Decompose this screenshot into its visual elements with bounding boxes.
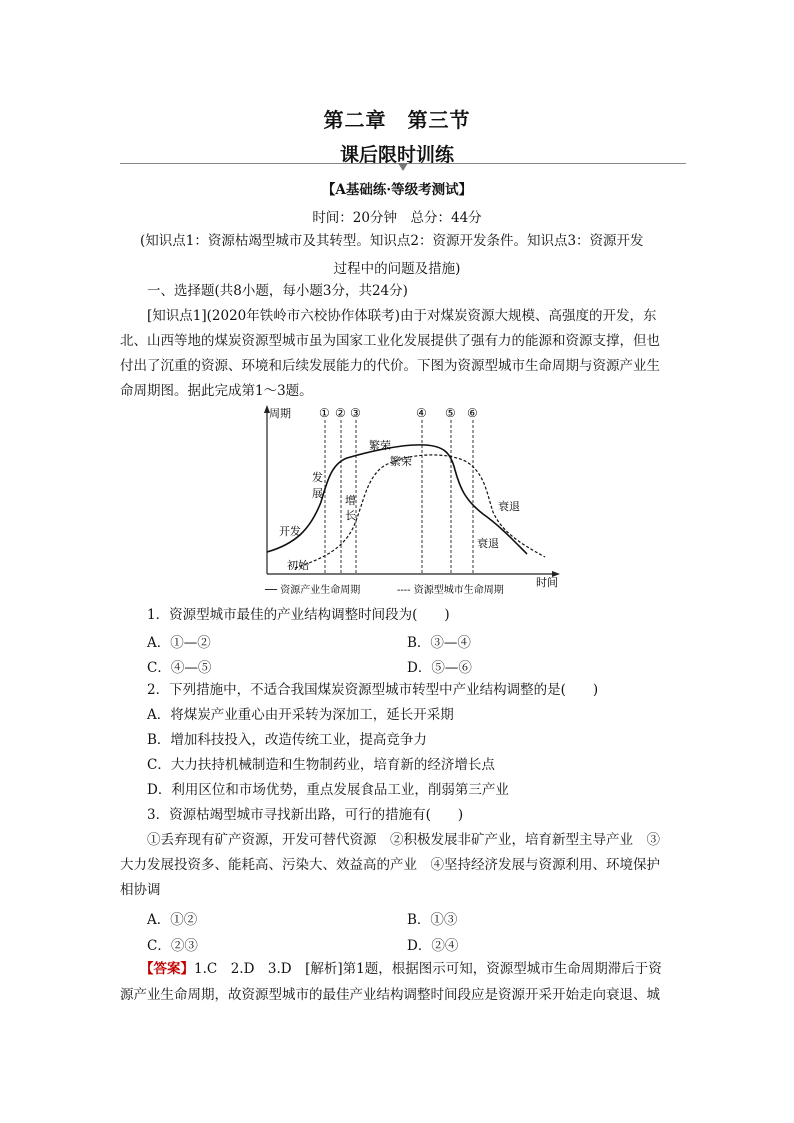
legend-dashed: ---- 资源型城市生命周期 [397,585,504,596]
q1-stem: 1．资源型城市最佳的产业结构调整时间段为( ) [147,607,450,623]
label-decline-solid: 衰退 [477,537,499,550]
q3-option-c[interactable]: C．②③ [147,938,198,954]
q1-option-b[interactable]: B．③—④ [407,635,471,651]
passage-line-4: 命周期图。据此完成第1～3题。 [120,383,313,399]
passage-line-3: 付出了沉重的资源、环境和后续发展能力的代价。下图为资源型城市生命周期与资源产业生 [120,358,660,374]
knowledge-points-1: (知识点1：资源枯竭型城市及其转型。知识点2：资源开发条件。知识点3：资源开发 [140,233,644,249]
time-line: 时间：20分钟 总分：44分 [312,210,482,226]
answer-text-1: 1.C 2.D 3.D [解析]第1题，根据图示可知，资源型城市生命周期滞后于资 [194,961,662,977]
q3-statement-2: 大力发展投资多、能耗高、污染大、效益高的产业 ④坚持经济发展与资源利用、环境保护 [120,857,660,873]
label-initial: 初始 [287,559,309,572]
q3-option-a[interactable]: A．①② [147,912,198,928]
legend-solid: ── 资源产业生命周期 [265,585,361,596]
knowledge-points-2: 过程中的问题及措施) [333,261,461,277]
chapter-title: 第二章 第三节 [323,108,471,132]
q3-statement-3: 相协调 [120,882,161,898]
label-decline-dashed: 衰退 [498,500,520,513]
q1-option-a[interactable]: A．①—② [147,635,211,651]
y-axis-label: 周期 [269,407,291,420]
label-zhan: 展 [312,487,323,500]
label-chang: 长 [345,509,356,522]
label-zeng: 增 [345,494,356,507]
marker-6: ⑥ [467,406,478,420]
label-prosper-dashed: 繁荣 [390,455,412,468]
q2-option-b[interactable]: B．增加科技投入，改造传统工业，提高竞争力 [147,732,427,748]
divider-triangle-icon [398,163,408,171]
q2-option-a[interactable]: A．将煤炭产业重心由开采转为深加工，延长开采期 [147,707,454,723]
marker-4: ④ [416,406,427,420]
marker-2: ② [335,406,346,420]
q2-option-c[interactable]: C．大力扶持机械制造和生物制药业，培育新的经济增长点 [147,757,495,773]
part-heading: 一、选择题(共8小题，每小题3分，共24分) [147,283,408,299]
x-axis-label: 时间 [536,576,558,589]
marker-5: ⑤ [445,406,456,420]
q1-option-c[interactable]: C．④—⑤ [147,660,212,676]
q3-option-d[interactable]: D．②④ [407,938,459,954]
q2-option-d[interactable]: D．利用区位和市场优势，重点发展食品工业，削弱第三产业 [147,782,509,798]
page-subtitle: 课后限时训练 [339,144,454,166]
answer-line-1 [140,960,700,978]
q3-statement-1: ①丢弃现有矿产资源，开发可替代资源 ②积极发展非矿产业，培育新型主导产业 ③ [147,832,660,848]
q2-stem: 2．下列措施中，不适合我国煤炭资源型城市转型中产业结构调整的是( ) [147,682,599,698]
life-cycle-figure [255,402,565,598]
passage-line-1: [知识点1](2020年铁岭市六校协作体联考)由于对煤炭资源大规模、高强度的开发，东 [147,308,657,324]
label-develop: 开发 [279,525,301,538]
q3-stem: 3．资源枯竭型城市寻找新出路，可行的措施有( ) [147,807,464,823]
marker-1: ① [319,406,330,420]
q1-option-d[interactable]: D．⑤—⑥ [407,660,472,676]
label-fa: 发 [312,471,323,484]
section-title: 【A基础练·等级考测试】 [321,182,473,198]
answer-tag: 【答案】 [140,961,194,977]
marker-3: ③ [350,406,361,420]
label-prosper-solid: 繁荣 [369,439,391,452]
passage-line-2: 北、山西等地的煤炭资源型城市虽为国家工业化发展提供了强有力的能源和资源支撑，但也 [120,333,660,349]
answer-line-2: 源产业生命周期，故资源型城市的最佳产业结构调整时间段应是资源开采开始走向衰退、城 [120,987,660,1003]
q3-option-b[interactable]: B．①③ [407,912,458,928]
